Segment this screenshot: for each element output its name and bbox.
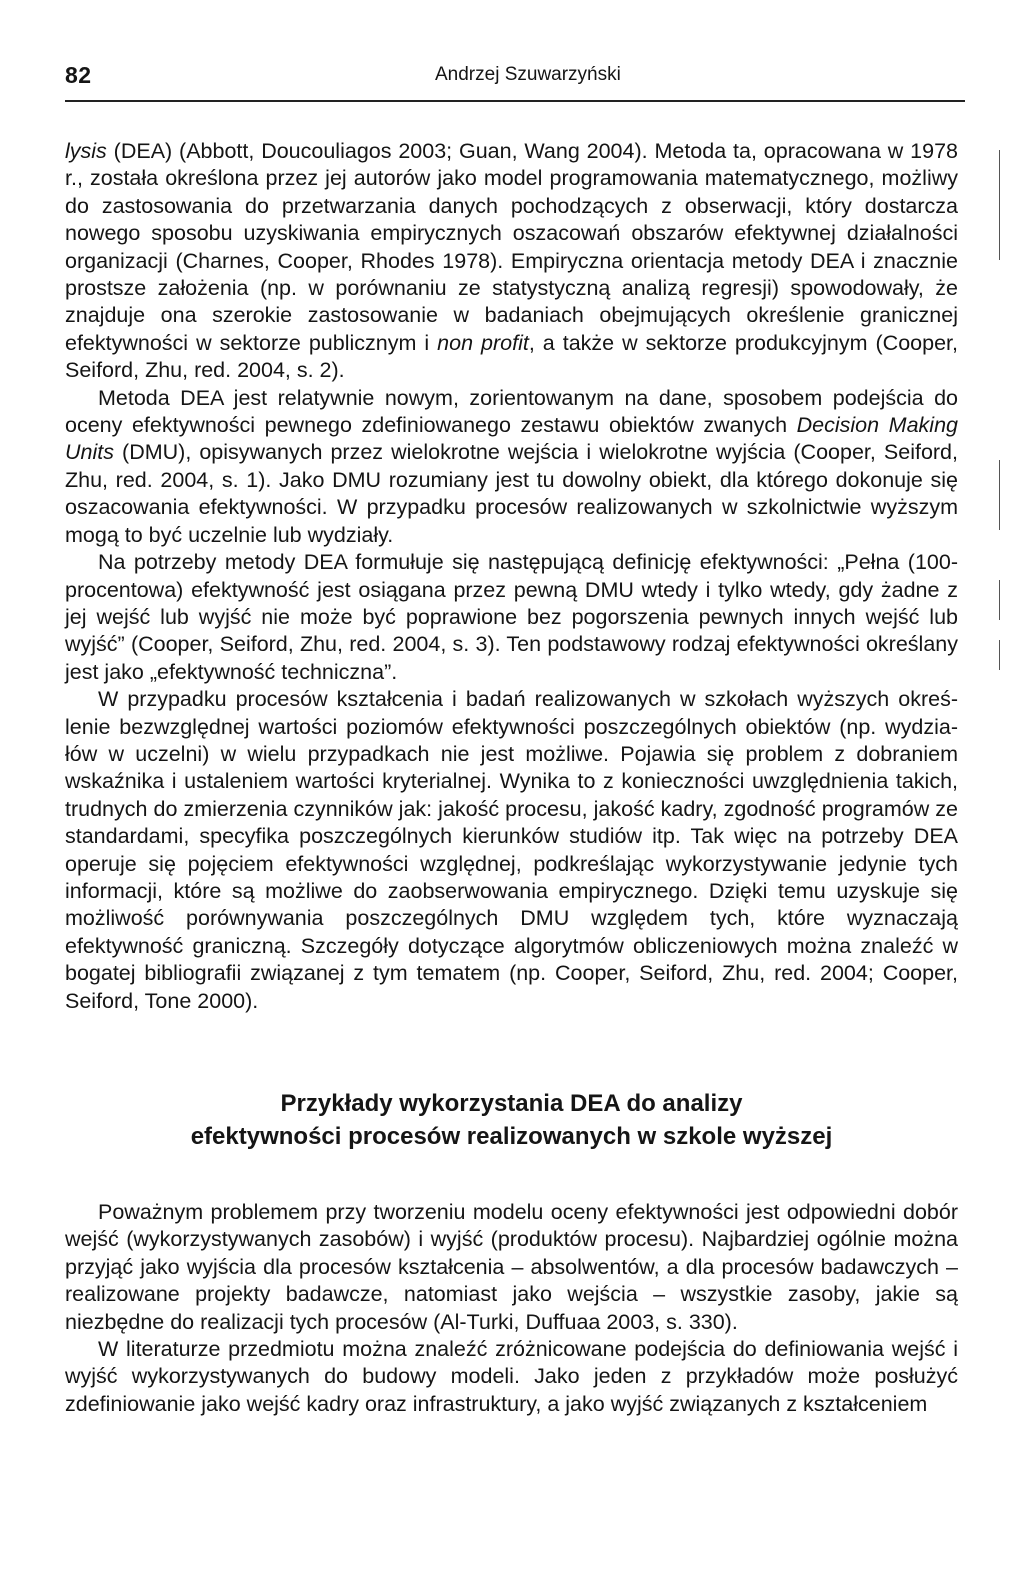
body-paragraph-1 — [65, 138, 958, 385]
margin-mark — [999, 150, 1000, 260]
italic-term: lysis — [65, 139, 107, 163]
section-paragraph-2: W literaturze przedmiotu można znaleźć zróżnicowane podejścia do definiowania wejść i wyjść wykorzystywanych do budowy modeli. Jako jeden z przykładów może posłużyć zdefiniowanie jako wejść kadry oraz infrastruktury, a jako wyjść związanych z kształceniem — [65, 1337, 958, 1416]
section-heading-line-2: efektywności procesów realizowanych w szkole wyższej — [190, 1123, 833, 1150]
page-body — [65, 138, 958, 1418]
running-head-author: Andrzej Szuwarzyński — [435, 64, 621, 85]
margin-mark — [999, 460, 1000, 530]
header-rule — [65, 100, 965, 102]
margin-mark — [999, 580, 1000, 620]
page-number: 82 — [65, 62, 92, 88]
body-paragraph-2 — [65, 385, 958, 549]
margin-mark — [999, 640, 1000, 670]
section-heading — [65, 1087, 958, 1153]
section-heading-line-1: Przykłady wykorzystania DEA do analizy — [280, 1090, 743, 1117]
paragraph-text: (DEA) (Abbott, Doucouliagos 2003; Guan, Wang 2004). Metoda ta, opracowana w 1978 r., została określona przez jej autorów jako model programowania matematycznego, możliwy do zastosowania do przetwarzania danych pochodzących z obserwacji, który dostarcza nowego sposobu uzyskiwania empirycznych oszacowań obszarów efektywnej działalności organizacji (Charnes, Cooper, Rhodes 1978). Empiryczna orientacja metody DEA i znacznie prostsze założenia (np. w porównaniu ze statystyczną analizą regresji) spowodowały, że znajduje ona szerokie zastosowanie w badaniach obejmujących określenie granicznej efektywności w sektorze publicznym i — [65, 139, 958, 355]
body-paragraph-4: W przypadku procesów kształcenia i badań realizowanych w szkołach wyższych określenie bezwzględnej wartości poziomów efektywności poszczególnych obiektów (np. wydziałów w uczelni) w wielu przypadkach nie jest możliwe. Pojawia się problem z dobraniem wskaźnika i ustaleniem wartości kryterialnej. Wynika to z konieczności uwzględnienia takich, trudnych do zmierzenia czynników jak: jakość procesu, jakość kadry, zgodność programów ze standardami, specyfika poszczególnych kierunków studiów itp. Tak więc na potrzeby DEA operuje się pojęciem efektywności względnej, podkreślając wykorzystywanie jedynie tych informacji, które są możliwe do zaobserwowania empirycznego. Dzięki temu uzyskuje się możliwość porównywania poszczególnych DMU względem tych, które wyznaczają efektywność graniczną. Szczegóły dotyczące algorytmów obliczeniowych można znaleźć w bogatej bibliografii związanej z tym tematem (np. Cooper, Seiford, Zhu, red. 2004; Cooper, Seiford, Tone 2000). — [65, 687, 958, 1013]
body-paragraph-3: Na potrzeby metody DEA formułuje się następującą definicję efektywności: „Pełna (100-procentowa) efektywność jest osiągana przez pewną DMU wtedy i tylko wtedy, gdy żadne z jej wejść lub wyjść nie może być poprawione bez pogorszenia pewnych innych wejść lub wyjść” (Cooper, Seiford, Zhu, red. 2004, s. 3). Ten podstawowy rodzaj efektywności określany jest jako „efektywność techniczna”. — [65, 550, 958, 684]
italic-term: Decision Making Units — [65, 413, 958, 465]
paragraph-text: Metoda DEA jest relatywnie nowym, zorientowanym na dane, sposobem podejścia do oceny efektywności pewnego zdefiniowanego zestawu obiektów zwanych — [65, 385, 958, 438]
italic-term: non profit — [437, 330, 529, 355]
paragraph-text: (DMU), opisywanych przez wielokrotne wejścia i wielokrotne wyjścia (Cooper, Seiford, Zhu, red. 2004, s. 1). Jako DMU rozumiany jest tu dowolny obiekt, dla którego dokonuje się oszacowania efektywności. W przypadku procesów realizowanych w szkolnictwie wyższym mogą to być uczelnie lub wydziały. — [65, 440, 958, 547]
page-header — [65, 62, 964, 102]
paragraph-text: , a także w sektorze produkcyjnym (Cooper, Seiford, Zhu, red. 2004, s. 2). — [65, 330, 958, 383]
section-paragraph-1: Poważnym problemem przy tworzeniu modelu oceny efektywności jest odpowiedni dobór wejść (wykorzystywanych zasobów) i wyjść (produktów procesu). Najbardziej ogólnie można przyjąć jako wyjścia dla procesów kształcenia – absolwentów, a dla procesów badawczych – realizowane projekty badawcze, natomiast jako wejścia – wszystkie zasoby, jakie są niezbędne do realizacji tych procesów (Al-Turki, Duffuaa 2003, s. 330). — [65, 1200, 958, 1334]
